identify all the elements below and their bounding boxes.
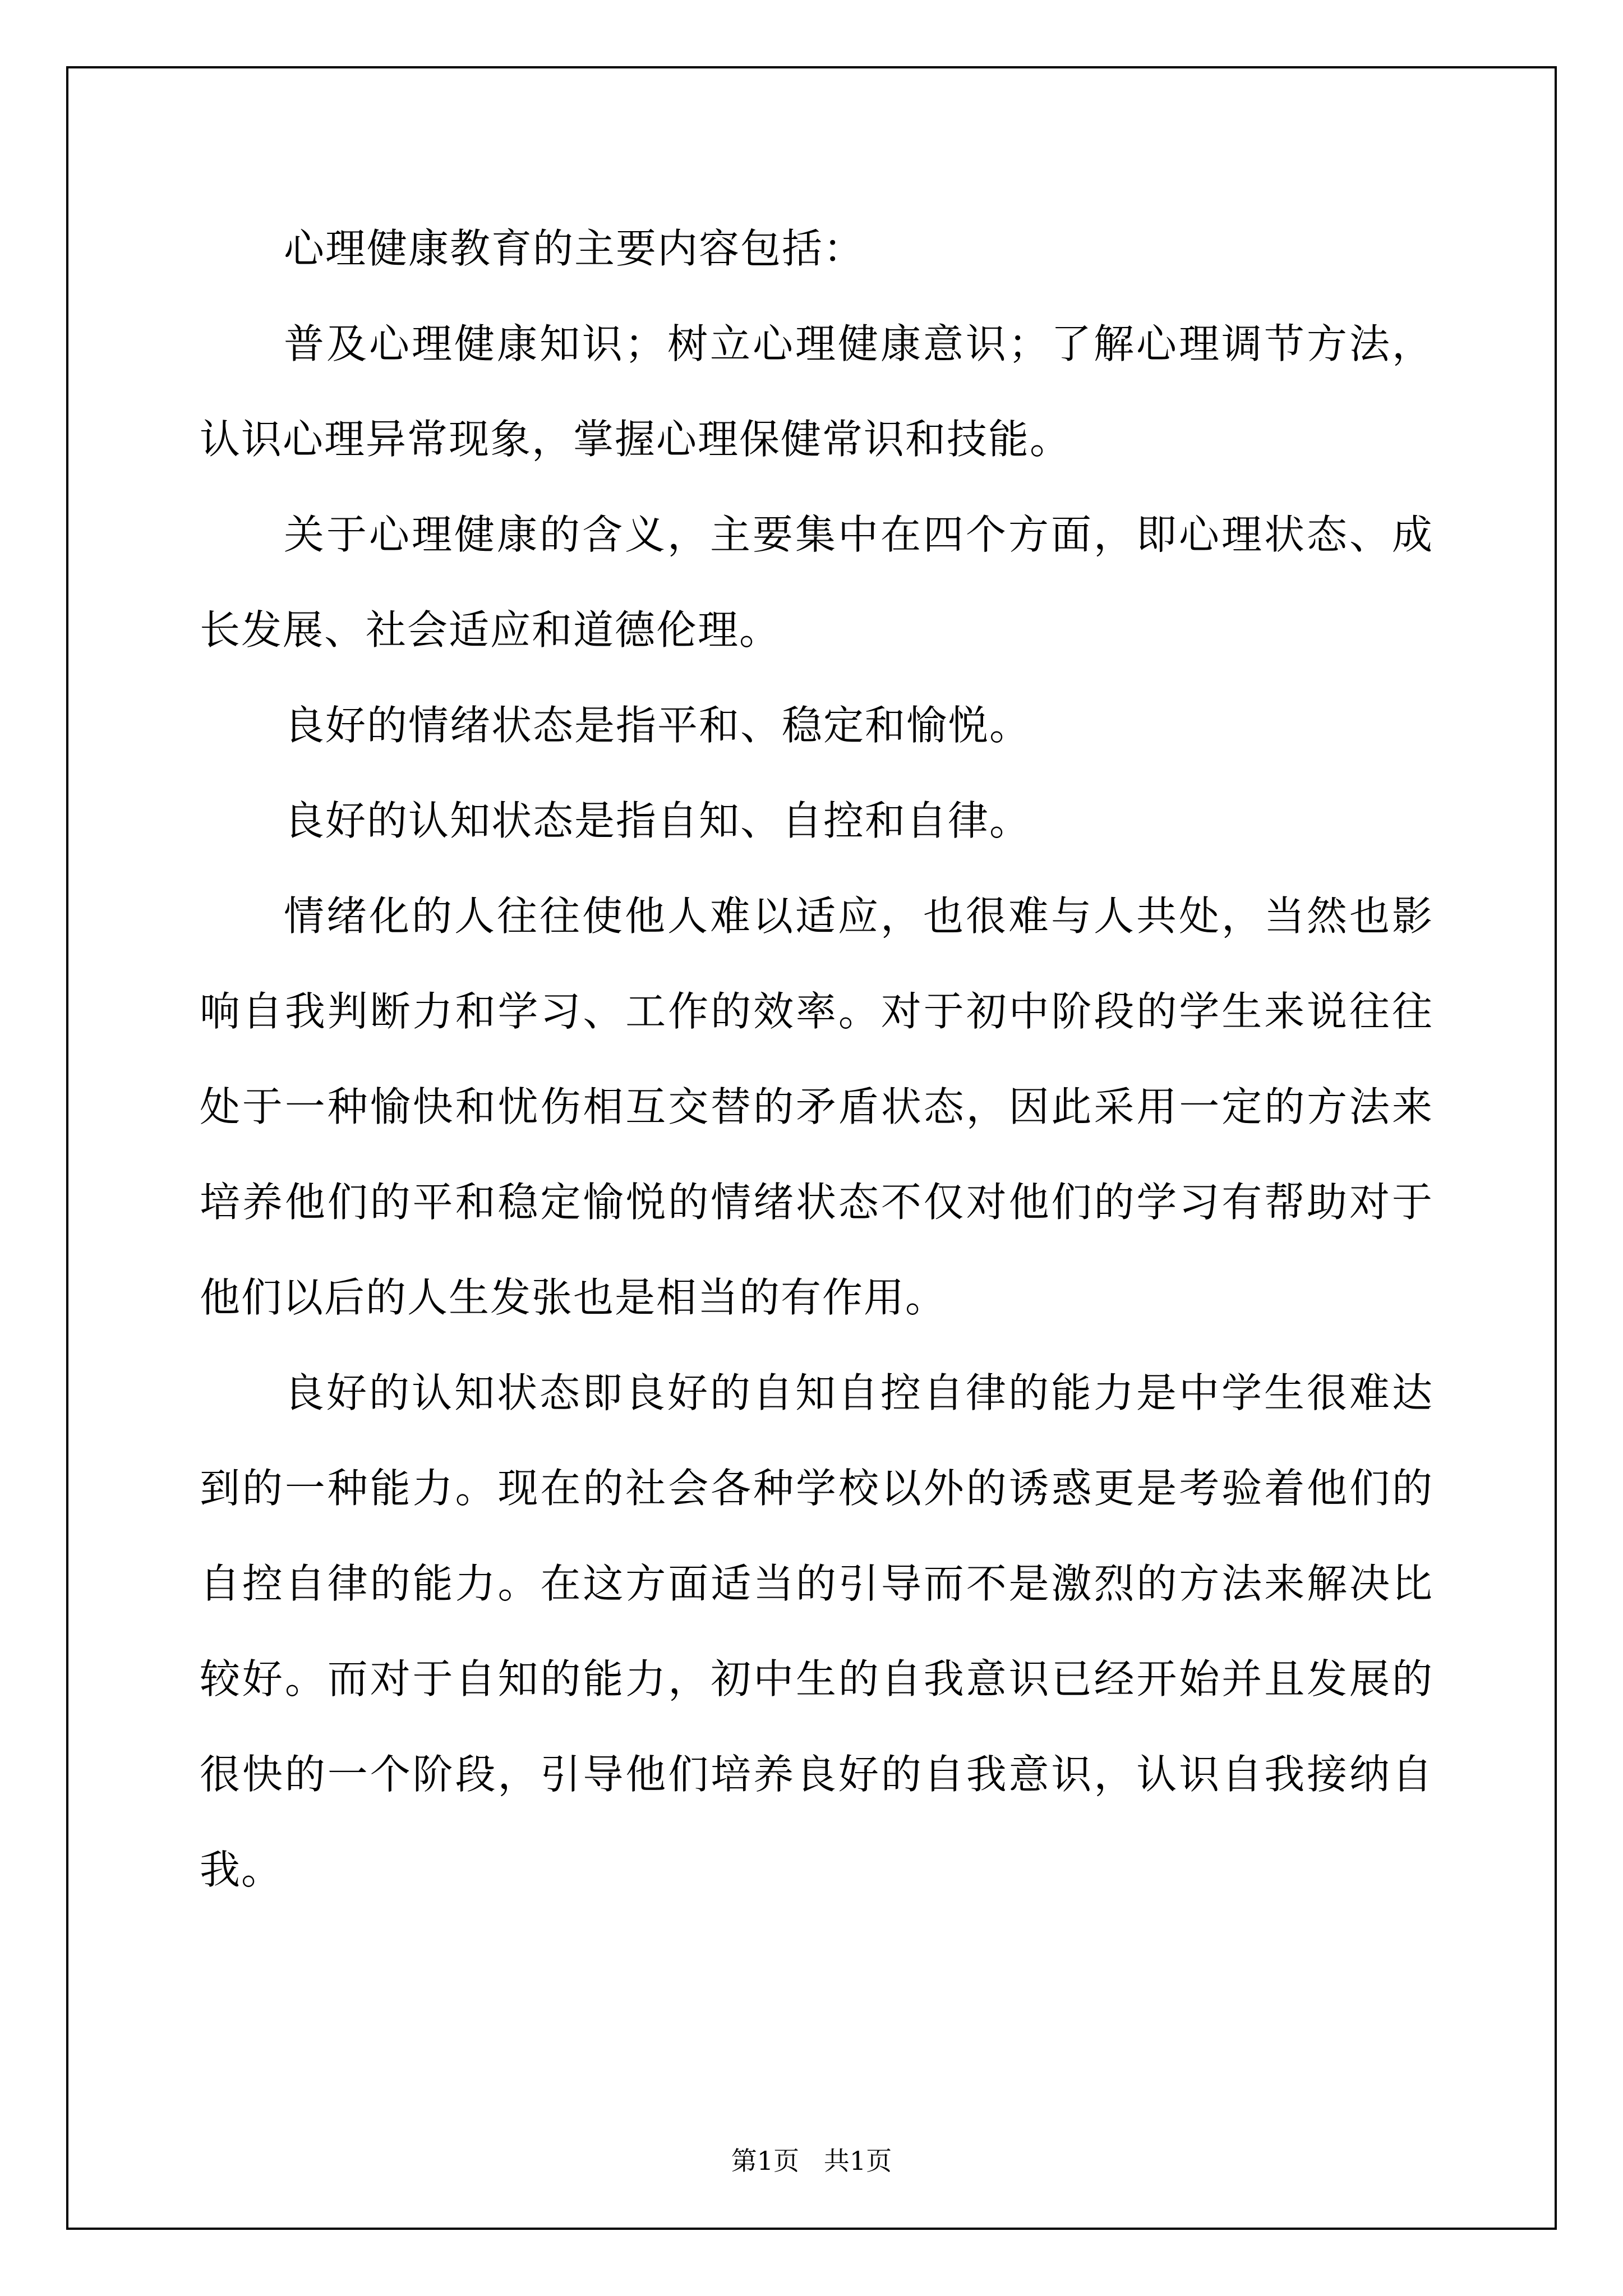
paragraph-2: 普及心理健康知识；树立心理健康意识；了解心理调节方法，认识心理异常现象，掌握心理保健常识和技能。 (200, 320, 1433, 463)
paragraph-5: 良好的认知状态是指自知、自控和自律。 (284, 797, 1031, 844)
page-footer: 第1页 共1页 (731, 2146, 892, 2176)
paragraph-3: 关于心理健康的含义，主要集中在四个方面，即心理状态、成长发展、社会适应和道德伦理。 (200, 511, 1433, 654)
paragraph-7: 良好的认知状态即良好的自知自控自律的能力是中学生很难达到的一种能力。现在的社会各种学校以外的诱惑更是考验着他们的自控自律的能力。在这方面适当的引导而不是激烈的方法来解决比较好。而对于自知的能力，初中生的自我意识已经开始并且发展的很快的一个阶段，引导他们培养良好的自我意识，认识自我接纳自我。 (200, 1369, 1433, 1893)
paragraph-1: 心理健康教育的主要内容包括： (284, 225, 865, 272)
document-body (200, 201, 1433, 1917)
paragraph-6: 情绪化的人往往使他人难以适应，也很难与人共处，当然也影响自我判断力和学习、工作的效率。对于初中阶段的学生来说往往处于一种愉快和忧伤相互交替的矛盾状态，因此采用一定的方法来培养他们的平和稳定愉悦的情绪状态不仅对他们的学习有帮助对于他们以后的人生发张也是相当的有作用。 (200, 892, 1433, 1321)
paragraph-4: 良好的情绪状态是指平和、稳定和愉悦。 (284, 702, 1031, 749)
